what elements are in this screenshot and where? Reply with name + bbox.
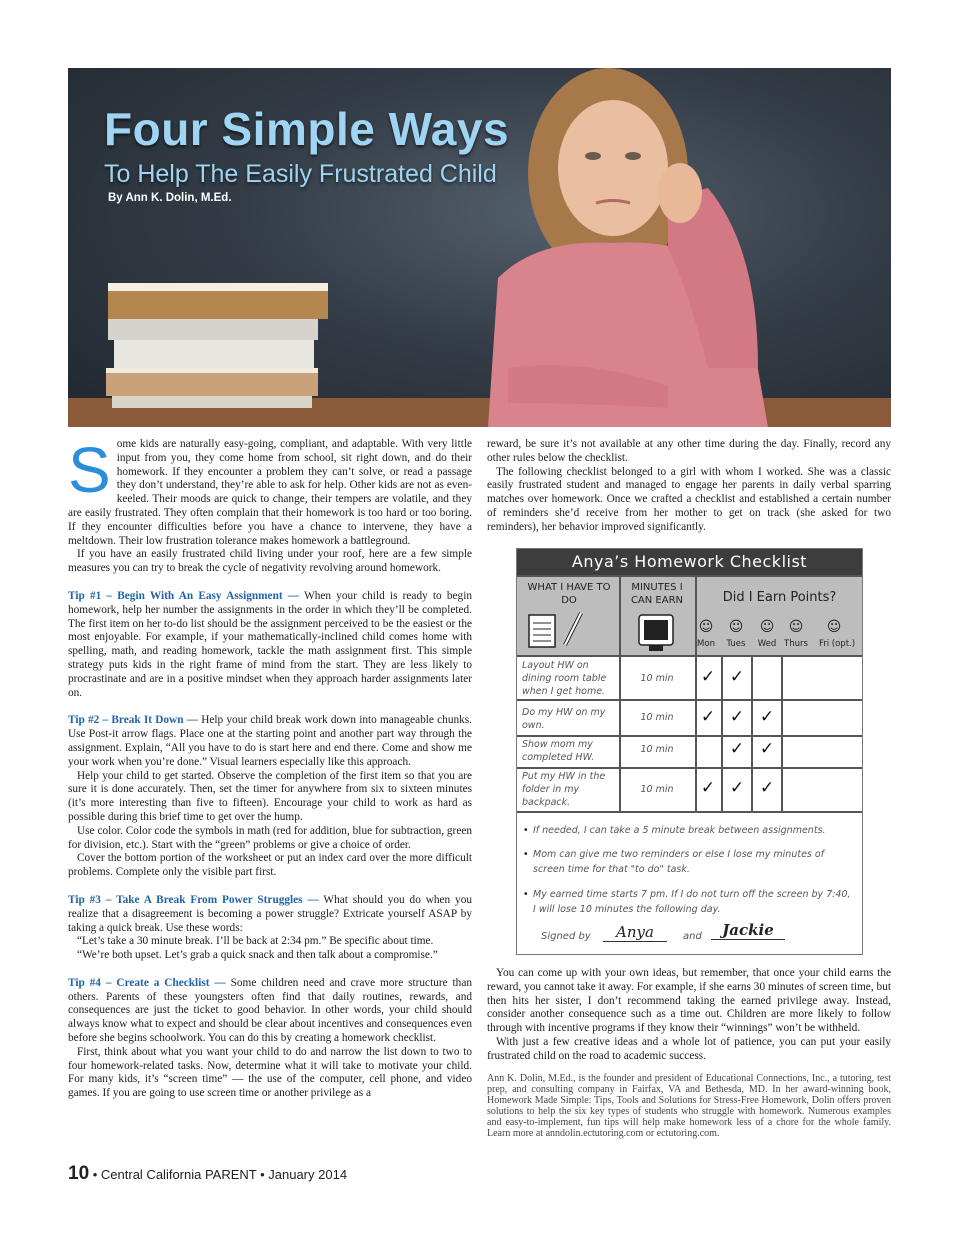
grid-line: [619, 575, 621, 811]
left-column: [68, 434, 473, 1101]
tip-3: [68, 894, 472, 935]
checklist-rule-text: Mom can give me two reminders or else I lose my minutes of screen time for that "to do" task.: [533, 849, 825, 875]
article-title: Four Simple Ways: [104, 103, 510, 155]
bullet-icon: •: [523, 825, 529, 836]
page-number: 10: [68, 1163, 90, 1184]
smiley-icon-wed: ☺: [759, 619, 775, 635]
day-thurs: Thurs: [784, 639, 808, 649]
day-tues: Tues: [726, 639, 746, 649]
right-paragraph-4: With just a few creative ideas and a whole lot of patience, you can put your easily frustrated child on the road to academic success.: [487, 1035, 891, 1062]
page-footer: [68, 1163, 347, 1185]
tip-1-heading: Tip #1 – Begin With An Easy Assignment —: [68, 589, 300, 602]
grid-line: [517, 811, 862, 813]
smiley-icon-mon: ☺: [698, 619, 714, 635]
checklist-minutes: 10 min: [640, 784, 674, 795]
tip-4: [68, 977, 472, 1046]
pencil-icon: [565, 613, 581, 645]
drop-cap: S: [68, 434, 111, 506]
intro-paragraph-2: If you have an easily frustrated child living under your roof, here are a few simple measures you can try to break the cycle of negativity revolving around homework.: [68, 548, 472, 575]
bullet-icon: •: [523, 849, 529, 860]
checklist-rule: [523, 823, 853, 838]
day-fri: Fri (opt.): [818, 639, 856, 649]
checkmark: ✓: [700, 667, 716, 687]
tv-icon: [639, 615, 673, 651]
right-column-bottom: [487, 967, 891, 1139]
day-wed: Wed: [757, 639, 777, 649]
tip-1: [68, 590, 472, 700]
day-mon: Mon: [697, 639, 715, 649]
grid-line: [517, 655, 862, 657]
hero-banner: [68, 68, 891, 427]
checkmark: ✓: [729, 667, 745, 687]
grid-line: [695, 575, 697, 811]
tip-4-text: Some children need and crave more structure than others. Parents of these youngsters often find that daily routines, rewards, and consequences are just the ticket to good behavior. In other words, your child should always know what to expect and should be clear about incentives and consequences even before she begins schoolwork. You can do this by creating a homework checklist.: [68, 976, 472, 1045]
checklist-minutes: 10 min: [640, 744, 674, 755]
checklist-rule: [523, 887, 853, 917]
checklist-title: Anya’s Homework Checklist: [517, 549, 862, 575]
checkmark: ✓: [700, 778, 716, 798]
notepad-icon: [529, 615, 555, 647]
intro-paragraph: [68, 434, 472, 548]
tip-1-text: When your child is ready to begin homework, help her number the assignments in the order in which they’ll be completed. The first item on her to-do list should be the assignment perceived to be the easiest or the most enjoyable. For example, if your mathematically-inclined child comes home with spelling, math, and reading homework, tackle the math assignment first. This simple strategy puts kids in the right frame of mind from the start. They are less likely to procrastinate and are in a positive mindset when they approach harder assignments later on.: [68, 589, 472, 699]
tip-3-text: What should you do when you realize that a disagreement is becoming a power struggle? Extricate yourself ASAP by taking a quick break. Use these words:: [68, 893, 473, 934]
checklist-rule: [523, 847, 853, 877]
tip-2-paragraph-4: Cover the bottom portion of the worksheet or put an index card over the more difficult problems. Complete only the visible part first.: [68, 852, 472, 879]
publication-info: • Central California PARENT • January 2014: [89, 1167, 348, 1182]
signed-by-label: Signed by: [541, 931, 591, 942]
checklist-col-task: WHAT I HAVE TO DO: [527, 582, 611, 606]
smiley-icon-fri: ☺: [826, 619, 842, 635]
grid-line: [517, 767, 862, 769]
tip-2: [68, 714, 472, 769]
checklist-minutes: 10 min: [640, 673, 674, 684]
checklist-task: Put my HW in the folder in my backpack.: [522, 771, 606, 808]
checkmark: ✓: [729, 778, 745, 798]
right-paragraph-2: The following checklist belonged to a girl with whom I worked. She was a classic easily frustrated student and managed to engage her parents in daily verbal sparring matches over homework. Once we crafted a checklist and established a certain number of reminders she’d receive from her mother to get on track (she asked for two reminders), her behavior improved significantly.: [487, 465, 891, 533]
smiley-icon-tues: ☺: [728, 619, 744, 635]
intro-text: ome kids are naturally easy-going, compliant, and adaptable. With very little input from you, they come home from school, sit right down, and do their homework. If they encounter a problem they can’t solve, or read a passage they don’t understand, they’re able to ask for help. Other kids are not as even-keeled. Their moods are quick to change, their tempers are volatile, and they are easily frustrated. They often complain that their homework is too hard or too boring. If they encounter difficulties before you have a chance to intervene, they have a meltdown. Their low frustration tolerance makes homework a battleground.: [68, 438, 472, 547]
checklist-col-minutes: MINUTES I CAN EARN: [630, 582, 684, 606]
grid-line: [517, 575, 862, 577]
right-paragraph-3: You can come up with your own ideas, but remember, that once your child earns the reward, you cannot take it away. For example, if she earns 30 minutes of screen time, but then hits her sister, I don’t recommend taking the earned privilege away. Instead, consider another consequence such as a time out. Children are more likely to follow through with incentive programs if they know their “winnings” won’t be withheld.: [487, 967, 891, 1035]
checklist-minutes: 10 min: [640, 712, 674, 723]
checklist-col-points: Did I Earn Points?: [722, 590, 837, 605]
tip-2-text: Help your child break work down into manageable chunks. Use Post-it arrow flags. Place one at the starting point and another part way through the assignment. Explain, “All you have to do is start here and end there. Come and show me your work when you’re done.” Visual learners especially like this approach.: [68, 714, 472, 768]
checklist-task: Layout HW on dining room table when I get home.: [522, 660, 607, 697]
checklist-task: Do my HW on my own.: [522, 707, 606, 731]
signature-parent: Jackie: [711, 921, 785, 940]
homework-checklist: [516, 548, 863, 955]
article-subtitle: To Help The Easily Frustrated Child: [104, 160, 497, 188]
right-column-top: [487, 438, 891, 535]
bullet-icon: •: [523, 889, 529, 900]
tip-3-quote-2: “We’re both upset. Let’s grab a quick snack and then talk about a compromise.”: [77, 949, 438, 962]
right-paragraph-1: reward, be sure it’s not available at any other time during the day. Finally, record any other rules below the checklist.: [487, 438, 891, 464]
author-bio: Ann K. Dolin, M.Ed., is the founder and president of Educational Connections, Inc., a tutoring, test prep, and consulting company in Fairfax, VA and Bethesda, MD. In her award-winning book, Homework Made Simple: Tips, Tools and Solutions for Stress-Free Homework, Dolin offers proven solutions to help the six key types of students who struggle with homework. Numerous examples and easy-to-implement, fun tips will help make homework less of a chore for the whole family. Learn more at anndolin.ectutoring.com or ectutoring.com.: [487, 1072, 891, 1139]
article-byline: By Ann K. Dolin, M.Ed.: [108, 192, 232, 204]
checklist-task: Show mom my completed HW.: [522, 739, 595, 763]
checkmark: ✓: [759, 707, 775, 727]
tip-2-paragraph-2: Help your child to get started. Observe the completion of the first item so that you are sure it is done accurately. Then, set the timer for anywhere from six to sixteen minutes (it’s more interesting than five to fifteen). Encourage your child to work as hard as possible during this brief time to get over the hump.: [68, 769, 472, 823]
checkmark: ✓: [759, 778, 775, 798]
checkmark: ✓: [729, 707, 745, 727]
checklist-rule-text: If needed, I can take a 5 minute break between assignments.: [533, 825, 826, 836]
tip-2-paragraph-3: Use color. Color code the symbols in math (red for addition, blue for subtraction, green for division, etc.). Start with the “green” problems or give a choice of order.: [68, 824, 472, 851]
tip-2-heading: Tip #2 – Break It Down —: [68, 714, 199, 727]
checklist-rule-text: My earned time starts 7 pm. If I do not turn off the screen by 7:40, I will lose 10 minutes the following day.: [533, 889, 851, 915]
and-label: and: [683, 931, 702, 942]
tip-3-heading: Tip #3 – Take A Break From Power Struggles —: [68, 893, 319, 906]
checkmark: ✓: [759, 739, 775, 759]
checklist-header: [517, 575, 862, 655]
tip-3-quote-1: “Let’s take a 30 minute break. I’ll be back at 2:34 pm.” Be specific about time.: [77, 935, 434, 948]
grid-line: [517, 735, 862, 737]
smiley-icon-thurs: ☺: [788, 619, 804, 635]
checkmark: ✓: [729, 739, 745, 759]
checkmark: ✓: [700, 707, 716, 727]
signature-child: Anya: [603, 923, 667, 942]
tip-4-heading: Tip #4 – Create a Checklist —: [68, 976, 226, 989]
tip-4-paragraph-2: First, think about what you want your child to do and narrow the list down to two to four homework-related tasks. Now, determine what it will take to motivate your child. For many kids, it’s “screen time” — the use of the computer, cell phone, and video games. If you are going to use screen time or another privilege as a: [68, 1045, 472, 1100]
grid-line: [517, 699, 862, 701]
